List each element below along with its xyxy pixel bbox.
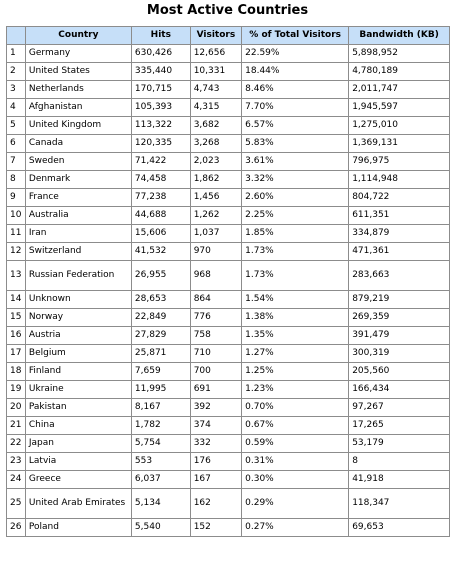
table-row (7, 519, 450, 537)
cell-hits: 6,037 (131, 471, 190, 489)
cell-rank: 5 (7, 117, 26, 135)
cell-percent: 1.25% (242, 363, 349, 381)
cell-rank: 23 (7, 453, 26, 471)
column-header-hits: Hits (131, 27, 190, 45)
cell-rank: 12 (7, 243, 26, 261)
cell-percent: 0.31% (242, 453, 349, 471)
cell-rank: 1 (7, 45, 26, 63)
cell-percent: 18.44% (242, 63, 349, 81)
cell-visitors: 1,262 (190, 207, 241, 225)
cell-percent: 0.29% (242, 489, 349, 519)
cell-visitors: 176 (190, 453, 241, 471)
cell-percent: 1.85% (242, 225, 349, 243)
table-header-row (7, 27, 450, 45)
table-row (7, 243, 450, 261)
cell-rank: 10 (7, 207, 26, 225)
cell-bandwidth: 391,479 (349, 327, 450, 345)
cell-bandwidth: 8 (349, 453, 450, 471)
cell-country: Poland (25, 519, 131, 537)
cell-hits: 1,782 (131, 417, 190, 435)
cell-rank: 25 (7, 489, 26, 519)
cell-percent: 5.83% (242, 135, 349, 153)
cell-percent: 1.35% (242, 327, 349, 345)
table-title: Most Active Countries (146, 3, 309, 18)
cell-hits: 71,422 (131, 153, 190, 171)
cell-country: Canada (25, 135, 131, 153)
table-row (7, 135, 450, 153)
table-row (7, 291, 450, 309)
cell-hits: 41,532 (131, 243, 190, 261)
table-row (7, 327, 450, 345)
cell-percent: 0.59% (242, 435, 349, 453)
cell-bandwidth: 1,275,010 (349, 117, 450, 135)
countries-table (6, 26, 450, 537)
cell-bandwidth: 118,347 (349, 489, 450, 519)
cell-country: Russian Federation (25, 261, 131, 291)
cell-hits: 26,955 (131, 261, 190, 291)
cell-percent: 0.30% (242, 471, 349, 489)
cell-rank: 2 (7, 63, 26, 81)
cell-rank: 3 (7, 81, 26, 99)
cell-bandwidth: 1,114,948 (349, 171, 450, 189)
cell-bandwidth: 283,663 (349, 261, 450, 291)
cell-country: China (25, 417, 131, 435)
cell-country: Denmark (25, 171, 131, 189)
cell-country: Netherlands (25, 81, 131, 99)
cell-rank: 18 (7, 363, 26, 381)
cell-percent: 2.25% (242, 207, 349, 225)
cell-hits: 335,440 (131, 63, 190, 81)
column-header-country: Country (25, 27, 131, 45)
column-header-visitors: Visitors (190, 27, 241, 45)
cell-percent: 8.46% (242, 81, 349, 99)
cell-hits: 77,238 (131, 189, 190, 207)
cell-percent: 3.61% (242, 153, 349, 171)
cell-percent: 1.38% (242, 309, 349, 327)
cell-hits: 120,335 (131, 135, 190, 153)
cell-rank: 6 (7, 135, 26, 153)
cell-visitors: 710 (190, 345, 241, 363)
cell-bandwidth: 334,879 (349, 225, 450, 243)
cell-hits: 5,754 (131, 435, 190, 453)
cell-percent: 0.70% (242, 399, 349, 417)
cell-hits: 27,829 (131, 327, 190, 345)
table-row (7, 225, 450, 243)
table-row (7, 345, 450, 363)
cell-hits: 74,458 (131, 171, 190, 189)
table-row (7, 153, 450, 171)
cell-percent: 1.73% (242, 243, 349, 261)
cell-visitors: 4,315 (190, 99, 241, 117)
cell-hits: 7,659 (131, 363, 190, 381)
cell-bandwidth: 205,560 (349, 363, 450, 381)
cell-hits: 170,715 (131, 81, 190, 99)
cell-bandwidth: 804,722 (349, 189, 450, 207)
cell-hits: 25,871 (131, 345, 190, 363)
cell-country: Switzerland (25, 243, 131, 261)
cell-hits: 28,653 (131, 291, 190, 309)
cell-visitors: 167 (190, 471, 241, 489)
cell-percent: 6.57% (242, 117, 349, 135)
cell-country: Ukraine (25, 381, 131, 399)
cell-rank: 15 (7, 309, 26, 327)
cell-bandwidth: 41,918 (349, 471, 450, 489)
cell-bandwidth: 269,359 (349, 309, 450, 327)
table-row (7, 435, 450, 453)
cell-rank: 13 (7, 261, 26, 291)
cell-hits: 22,849 (131, 309, 190, 327)
cell-bandwidth: 300,319 (349, 345, 450, 363)
cell-rank: 20 (7, 399, 26, 417)
table-row (7, 399, 450, 417)
table-row (7, 171, 450, 189)
cell-rank: 24 (7, 471, 26, 489)
cell-percent: 1.23% (242, 381, 349, 399)
cell-visitors: 392 (190, 399, 241, 417)
cell-bandwidth: 97,267 (349, 399, 450, 417)
cell-bandwidth: 17,265 (349, 417, 450, 435)
table-row (7, 207, 450, 225)
cell-rank: 4 (7, 99, 26, 117)
cell-percent: 0.67% (242, 417, 349, 435)
table-row (7, 453, 450, 471)
table-row (7, 363, 450, 381)
cell-percent: 7.70% (242, 99, 349, 117)
cell-visitors: 1,862 (190, 171, 241, 189)
cell-bandwidth: 5,898,952 (349, 45, 450, 63)
column-header-rank (7, 27, 26, 45)
cell-percent: 3.32% (242, 171, 349, 189)
table-row (7, 381, 450, 399)
cell-hits: 553 (131, 453, 190, 471)
table-row (7, 45, 450, 63)
table-row (7, 309, 450, 327)
cell-rank: 26 (7, 519, 26, 537)
table-row (7, 117, 450, 135)
table-row (7, 99, 450, 117)
cell-rank: 7 (7, 153, 26, 171)
cell-country: Unknown (25, 291, 131, 309)
cell-percent: 22.59% (242, 45, 349, 63)
cell-visitors: 758 (190, 327, 241, 345)
cell-visitors: 3,682 (190, 117, 241, 135)
cell-country: Belgium (25, 345, 131, 363)
cell-visitors: 332 (190, 435, 241, 453)
cell-percent: 1.73% (242, 261, 349, 291)
cell-country: Afghanistan (25, 99, 131, 117)
cell-rank: 21 (7, 417, 26, 435)
cell-country: Australia (25, 207, 131, 225)
cell-bandwidth: 1,369,131 (349, 135, 450, 153)
cell-rank: 8 (7, 171, 26, 189)
cell-visitors: 12,656 (190, 45, 241, 63)
cell-country: Norway (25, 309, 131, 327)
cell-percent: 2.60% (242, 189, 349, 207)
cell-rank: 19 (7, 381, 26, 399)
cell-hits: 15,606 (131, 225, 190, 243)
cell-bandwidth: 53,179 (349, 435, 450, 453)
table-row (7, 471, 450, 489)
cell-bandwidth: 1,945,597 (349, 99, 450, 117)
cell-hits: 113,322 (131, 117, 190, 135)
cell-visitors: 970 (190, 243, 241, 261)
table-body (7, 45, 450, 537)
cell-country: Latvia (25, 453, 131, 471)
cell-visitors: 864 (190, 291, 241, 309)
column-header-percent: % of Total Visitors (242, 27, 349, 45)
cell-hits: 630,426 (131, 45, 190, 63)
cell-visitors: 4,743 (190, 81, 241, 99)
cell-percent: 1.54% (242, 291, 349, 309)
cell-visitors: 10,331 (190, 63, 241, 81)
cell-bandwidth: 471,361 (349, 243, 450, 261)
cell-country: United States (25, 63, 131, 81)
cell-visitors: 3,268 (190, 135, 241, 153)
cell-country: Greece (25, 471, 131, 489)
table-row (7, 63, 450, 81)
cell-country: Iran (25, 225, 131, 243)
cell-country: United Arab Emirates (25, 489, 131, 519)
column-header-bandwidth: Bandwidth (KB) (349, 27, 450, 45)
cell-visitors: 700 (190, 363, 241, 381)
cell-hits: 5,134 (131, 489, 190, 519)
cell-country: Sweden (25, 153, 131, 171)
table-row (7, 417, 450, 435)
cell-hits: 5,540 (131, 519, 190, 537)
cell-visitors: 1,037 (190, 225, 241, 243)
cell-bandwidth: 796,975 (349, 153, 450, 171)
cell-visitors: 374 (190, 417, 241, 435)
cell-rank: 11 (7, 225, 26, 243)
cell-visitors: 152 (190, 519, 241, 537)
cell-visitors: 162 (190, 489, 241, 519)
cell-country: France (25, 189, 131, 207)
cell-bandwidth: 4,780,189 (349, 63, 450, 81)
cell-country: Germany (25, 45, 131, 63)
cell-country: Finland (25, 363, 131, 381)
cell-country: Austria (25, 327, 131, 345)
table-row (7, 489, 450, 519)
cell-percent: 1.27% (242, 345, 349, 363)
cell-hits: 44,688 (131, 207, 190, 225)
cell-hits: 11,995 (131, 381, 190, 399)
cell-rank: 22 (7, 435, 26, 453)
cell-percent: 0.27% (242, 519, 349, 537)
cell-bandwidth: 879,219 (349, 291, 450, 309)
cell-country: Pakistan (25, 399, 131, 417)
cell-bandwidth: 611,351 (349, 207, 450, 225)
cell-rank: 9 (7, 189, 26, 207)
cell-visitors: 776 (190, 309, 241, 327)
cell-visitors: 691 (190, 381, 241, 399)
cell-rank: 17 (7, 345, 26, 363)
cell-country: Japan (25, 435, 131, 453)
cell-country: United Kingdom (25, 117, 131, 135)
table-row (7, 81, 450, 99)
table-row (7, 189, 450, 207)
table-row (7, 261, 450, 291)
cell-bandwidth: 2,011,747 (349, 81, 450, 99)
cell-hits: 105,393 (131, 99, 190, 117)
cell-hits: 8,167 (131, 399, 190, 417)
cell-visitors: 2,023 (190, 153, 241, 171)
cell-visitors: 1,456 (190, 189, 241, 207)
cell-rank: 14 (7, 291, 26, 309)
cell-rank: 16 (7, 327, 26, 345)
cell-bandwidth: 69,653 (349, 519, 450, 537)
cell-visitors: 968 (190, 261, 241, 291)
cell-bandwidth: 166,434 (349, 381, 450, 399)
